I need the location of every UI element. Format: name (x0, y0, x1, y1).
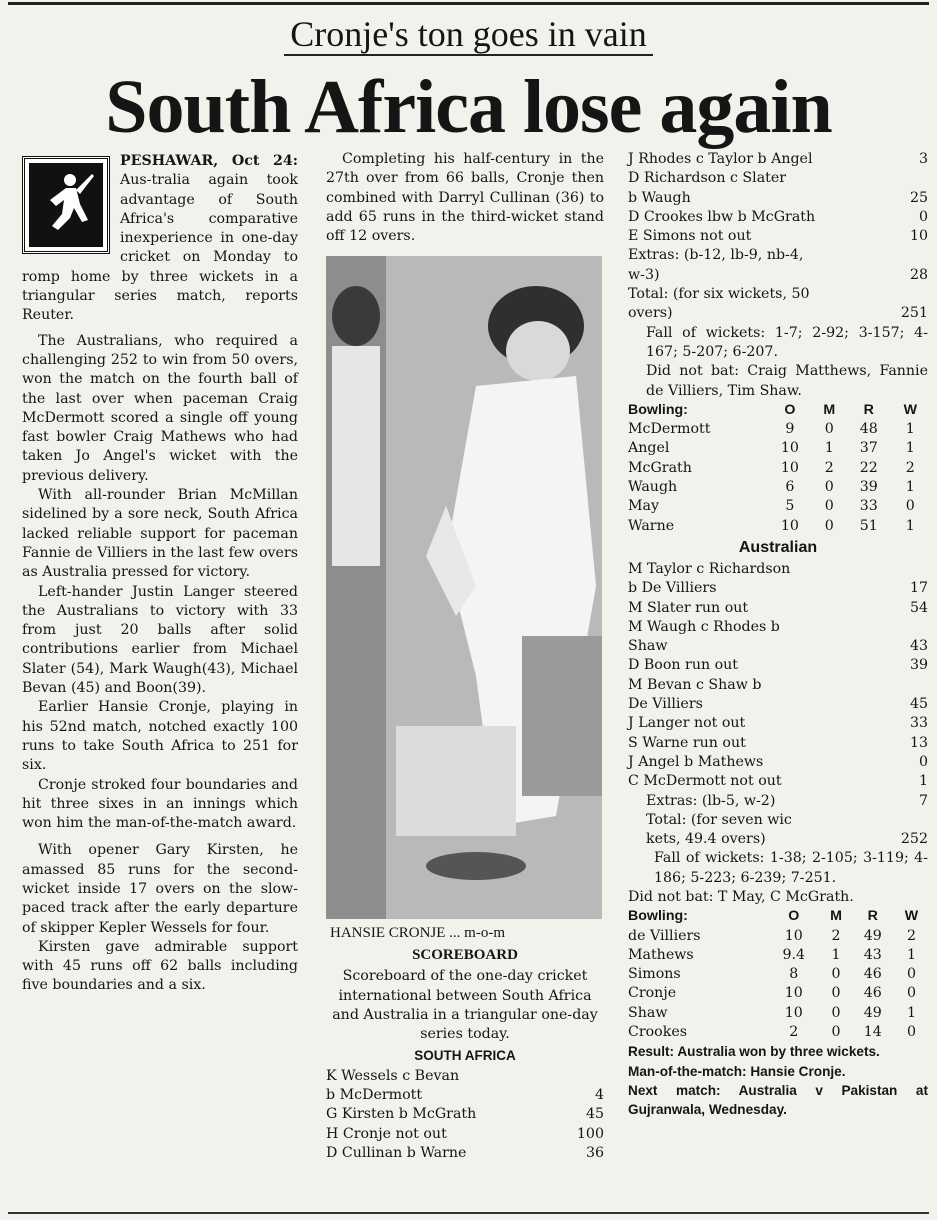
team-heading-australian: Australian (738, 538, 818, 556)
batting-row (628, 695, 928, 714)
story-paragraph: Kirsten gave admirable support with 45 runs off 62 balls including five boundaries and a six. (22, 938, 298, 994)
bowler: Mathews (628, 946, 694, 963)
sa-bowling-table (628, 907, 928, 1042)
extras-row (628, 246, 928, 265)
bowler: McDermott (628, 421, 711, 438)
maidens: 0 (824, 517, 834, 534)
runs: 33 (909, 715, 928, 732)
maidens: 0 (824, 498, 834, 515)
story-paragraph: The Australians, who required a challenging 252 to win from 50 overs, won the match on the fourth ball of the last over when paceman Craig McDermott scored a single off young fast bowler Craig Mathews who had taken Jo Angel's wicket with the previous delivery. (22, 332, 298, 484)
overs: 8 (789, 966, 799, 983)
batsman: M Slater run out (628, 599, 749, 616)
total-row (628, 304, 928, 323)
maidens: 2 (824, 459, 834, 476)
maidens: 0 (831, 966, 841, 983)
runs: 1 (918, 773, 928, 790)
total-label: overs) (628, 305, 673, 322)
team-heading-south-africa: SOUTH AFRICA (414, 1047, 516, 1063)
batting-row (628, 656, 928, 675)
batsman: M Taylor c Richardson (628, 560, 791, 577)
story-paragraph: With all-rounder Brian McMillan sidelined by a sore neck, South Africa lacked reliable support for paceman Fannie de Villiers in the last few overs as Australia pressed for victory. (22, 487, 298, 581)
bowling-row (628, 984, 928, 1003)
story-column-2 (326, 150, 604, 1163)
header-cell: O (784, 401, 796, 418)
sa-fall-of-wickets: Fall of wickets: 1-7; 2-92; 3-157; 4-167; 5-207; 6-207. (646, 324, 928, 360)
maidens: 0 (831, 1024, 841, 1041)
batting-row (628, 637, 928, 656)
batsman: D Boon run out (628, 657, 738, 674)
batsman: J Langer not out (628, 715, 746, 732)
batting-row (628, 169, 928, 188)
maidens: 0 (831, 985, 841, 1002)
batsman: S Warne run out (628, 734, 746, 751)
bowling-header (628, 907, 928, 926)
batsman: D Richardson c Slater (628, 170, 787, 187)
maidens: 1 (824, 440, 834, 457)
header-cell: Bowling: (628, 908, 688, 925)
batsman: C McDermott not out (628, 773, 782, 790)
runs: 4 (594, 1086, 604, 1103)
batsman: b De Villiers (628, 580, 717, 597)
total-row (628, 285, 928, 304)
runs-conceded: 39 (859, 479, 878, 496)
dateline: PESHAWAR, Oct 24: (120, 153, 298, 169)
header-cell: R (867, 908, 878, 925)
bowling-row (628, 1023, 928, 1042)
story-paragraph: Completing his half-century in the 27th over from 66 balls, Cronje then combined with Darryl Cullinan (36) to add 65 runs in the third-wicket stand off 12 overs. (326, 151, 604, 245)
runs-conceded: 51 (859, 517, 878, 534)
batsman: b Waugh (628, 189, 691, 206)
batting-row (628, 676, 928, 695)
runs: 43 (909, 638, 928, 655)
runs-conceded: 49 (863, 927, 882, 944)
batsman: D Crookes lbw b McGrath (628, 208, 816, 225)
next-match: Next match: Australia v Pakistan at Gujranwala, Wednesday. (628, 1082, 928, 1118)
batting-row (326, 1086, 604, 1105)
overs: 2 (789, 1024, 799, 1041)
bowler: Simons (628, 966, 681, 983)
batting-row (628, 599, 928, 618)
runs-conceded: 22 (859, 459, 878, 476)
overs: 10 (780, 517, 799, 534)
runs-conceded: 46 (863, 966, 882, 983)
batsman: J Rhodes c Taylor b Angel (628, 151, 813, 167)
overs: 10 (784, 927, 803, 944)
bowler: Warne (628, 517, 675, 534)
runs: 100 (576, 1125, 604, 1142)
runs-conceded: 43 (863, 946, 882, 963)
runs: 25 (909, 189, 928, 206)
bowling-row (628, 459, 928, 478)
bottom-rule (8, 1212, 929, 1214)
total-label: Total: (for six wickets, 50 (628, 286, 810, 303)
runs-conceded: 37 (859, 440, 878, 457)
batsman-icon (29, 163, 103, 247)
batting-row (628, 189, 928, 208)
runs: 0 (918, 753, 928, 770)
overs: 5 (785, 498, 795, 515)
match-result: Result: Australia won by three wickets. (628, 1044, 880, 1060)
batsman: De Villiers (628, 696, 703, 713)
header-cell: W (904, 908, 919, 925)
runs-conceded: 46 (863, 985, 882, 1002)
lead-text: Aus-tralia again took advantage of South Africa's comparative inexperience in one-day cricket on Monday to romp home by three wickets in a triangular series match, reports Reuter. (22, 172, 298, 324)
batting-row (628, 150, 928, 169)
wickets: 2 (905, 459, 915, 476)
overs: 10 (784, 985, 803, 1002)
scoreboard-column (628, 150, 928, 1120)
aus-bowling-table (628, 401, 928, 536)
total-row: Total: (for seven wic (646, 811, 792, 828)
batting-row (326, 1125, 604, 1144)
total-label: kets, 49.4 overs) (646, 831, 766, 848)
bowling-row (628, 420, 928, 439)
runs: 0 (918, 208, 928, 225)
runs: 39 (909, 657, 928, 674)
batsman: H Cronje not out (326, 1125, 447, 1142)
batting-row (628, 227, 928, 246)
batsman: E Simons not out (628, 228, 752, 245)
story-paragraph: Earlier Hansie Cronje, playing in his 52nd match, notched exactly 100 runs to take South Africa to 251 for six. (22, 699, 298, 774)
wickets: 1 (906, 1004, 917, 1021)
batting-row (628, 208, 928, 227)
overs: 9.4 (782, 946, 806, 963)
batting-row (326, 1144, 604, 1163)
maidens: 0 (831, 1004, 841, 1021)
wickets: 0 (906, 1024, 917, 1041)
bowler: Waugh (628, 479, 678, 496)
header-cell: R (863, 401, 874, 418)
header-cell: Bowling: (628, 401, 688, 418)
batsman: D Cullinan b Warne (326, 1144, 467, 1161)
runs-conceded: 33 (859, 498, 878, 515)
overs: 9 (785, 421, 795, 438)
overs: 10 (780, 440, 799, 457)
batting-row (628, 714, 928, 733)
bowling-header (628, 401, 928, 420)
wickets: 1 (905, 421, 915, 438)
bowling-row (628, 946, 928, 965)
header-cell: M (823, 401, 836, 418)
sa-batting-continued (628, 150, 928, 324)
sa-batting-list (326, 1067, 604, 1163)
wickets: 0 (905, 498, 915, 515)
bowler: Shaw (628, 1004, 668, 1021)
overs: 10 (784, 1004, 803, 1021)
bowler: Angel (628, 440, 670, 457)
bowling-row (628, 497, 928, 516)
story-paragraph: Cronje stroked four boundaries and hit three sixes in an innings which won him the man-of-the-match award. (22, 776, 298, 832)
batsman: Shaw (628, 638, 668, 655)
extras-label: w-3) (628, 266, 660, 283)
maidens: 0 (824, 479, 834, 496)
batting-row (628, 579, 928, 598)
batsman: J Angel b Mathews (628, 753, 764, 770)
runs: 54 (909, 599, 928, 616)
header-cell: M (830, 908, 842, 925)
bowling-row (628, 1004, 928, 1023)
runs: 17 (909, 580, 928, 597)
scoreboard-intro: Scoreboard of the one-day cricket international between South Africa and Australia in a triangular one-day series today. (332, 968, 598, 1043)
bowling-row (628, 478, 928, 497)
batting-row (628, 560, 928, 579)
bowler: McGrath (628, 459, 692, 476)
batsman: G Kirsten b McGrath (326, 1106, 477, 1123)
batsman: b McDermott (326, 1086, 423, 1103)
header-cell: W (903, 401, 917, 418)
maidens: 2 (831, 927, 841, 944)
column1-paragraphs (22, 332, 298, 996)
photo-illustration (326, 256, 602, 919)
maidens: 0 (824, 421, 834, 438)
runs: 45 (585, 1106, 604, 1123)
batting-row (326, 1105, 604, 1124)
batting-row (628, 772, 928, 791)
runs: 252 (900, 831, 928, 848)
total-row (628, 830, 928, 849)
sa-did-not-bat: Did not bat: Craig Matthews, Fannie de Villiers, Tim Shaw. (646, 363, 928, 399)
batting-row (628, 618, 928, 637)
wickets: 1 (905, 440, 915, 457)
bowler: de Villiers (628, 927, 701, 944)
maidens: 1 (831, 946, 841, 963)
story-column-1 (22, 152, 298, 996)
bowler: Cronje (628, 985, 677, 1002)
story-paragraph: With opener Gary Kirsten, he amassed 85 runs for the second-wicket inside 17 overs on the slow-paced track after the early departure of skipper Kepler Wessels for four. (22, 842, 298, 936)
runs: 7 (918, 792, 928, 809)
scoreboard-title: SCOREBOARD (412, 947, 518, 964)
runs: 36 (585, 1144, 604, 1161)
headline: South Africa lose again (105, 65, 832, 149)
bowling-row (628, 517, 928, 536)
aus-did-not-bat: Did not bat: T May, C McGrath. (628, 888, 854, 905)
aus-batting-list (628, 560, 928, 849)
batting-row (628, 734, 928, 753)
runs: 3 (918, 151, 928, 167)
batsman: M Bevan c Shaw b (628, 676, 762, 693)
cricket-logo (22, 156, 110, 254)
runs-conceded: 49 (863, 1004, 882, 1021)
extras-label: Extras: (b-12, lb-9, nb-4, (628, 247, 804, 264)
photo-caption: HANSIE CRONJE ... m-o-m (330, 925, 505, 942)
runs: 45 (909, 696, 928, 713)
extras-row (628, 792, 928, 811)
runs: 13 (909, 734, 928, 751)
runs-conceded: 14 (863, 1024, 882, 1041)
wickets: 0 (906, 985, 917, 1002)
bowler: Crookes (628, 1024, 687, 1041)
bowling-row (628, 927, 928, 946)
story-paragraph: Left-hander Justin Langer steered the Australians to victory with 33 from just 20 balls after solid contributions earlier from Michael Slater (54), Mark Waugh(43), Michael Bevan (45) and Boon(39). (22, 583, 298, 697)
bowling-row (628, 965, 928, 984)
batting-row (628, 753, 928, 772)
wickets: 1 (905, 479, 915, 496)
wickets: 1 (906, 946, 917, 963)
batsman: M Waugh c Rhodes b (628, 618, 780, 635)
batsman: K Wessels c Bevan (326, 1067, 460, 1084)
overs: 6 (785, 479, 795, 496)
bowling-row (628, 439, 928, 458)
top-rule (8, 2, 929, 5)
bowler: May (628, 498, 660, 515)
header-cell: O (788, 908, 800, 925)
wickets: 2 (906, 927, 917, 944)
wickets: 1 (905, 517, 915, 534)
runs-conceded: 48 (859, 421, 878, 438)
kicker-text: Cronje's ton goes in vain (284, 14, 652, 56)
wickets: 0 (906, 966, 917, 983)
kicker (0, 12, 937, 56)
batting-row (326, 1067, 604, 1086)
overs: 10 (780, 459, 799, 476)
aus-fall-of-wickets: Fall of wickets: 1-38; 2-105; 3-119; 4-186; 5-223; 6-239; 7-251. (654, 850, 928, 886)
runs: 251 (900, 305, 928, 322)
man-of-the-match: Man-of-the-match: Hansie Cronje. (628, 1063, 846, 1079)
cronje-photo (326, 256, 602, 919)
runs: 10 (909, 228, 928, 245)
extras-row (628, 266, 928, 285)
runs: 28 (909, 266, 928, 283)
extras-label: Extras: (lb-5, w-2) (646, 792, 776, 809)
